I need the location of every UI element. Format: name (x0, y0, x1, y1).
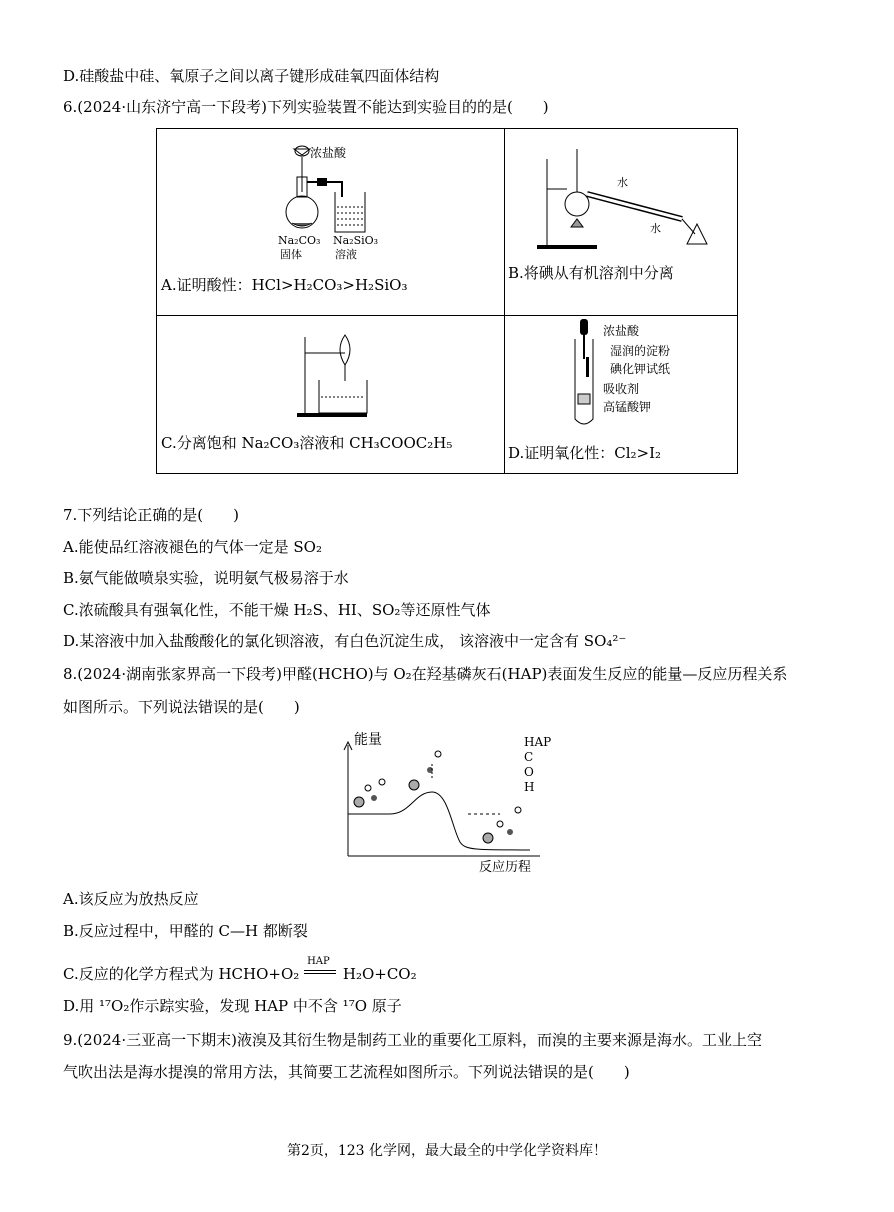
q6-option-c-caption: C.分离饱和 Na₂CO₃溶液和 CH₃COOC₂H₅ (161, 434, 453, 452)
label-d-4: 吸收剂 (603, 382, 640, 396)
q5-option-d: D.硅酸盐中硅、氧原子之间以离子键形成硅氧四面体结构 (63, 67, 440, 85)
legend-hap: HAP (524, 735, 552, 749)
reaction-arrow (304, 956, 338, 984)
q8-option-d: D.用 ¹⁷O₂作示踪实验，发现 HAP 中不含 ¹⁷O 原子 (63, 997, 402, 1015)
legend-o: O (524, 765, 534, 779)
q6-options-table (156, 128, 738, 474)
label-na2sio3: Na₂SiO₃ (333, 234, 379, 247)
label-d-3: 碘化钾试纸 (610, 362, 671, 376)
q6-option-b-caption: B.将碘从有机溶剂中分离 (508, 264, 674, 282)
q9-stem-line2: 气吹出法是海水提溴的常用方法，其简要工艺流程如图所示。下列说法错误的是( ) (63, 1063, 630, 1081)
chart-y-label: 能量 (354, 732, 382, 748)
label-solution: 溶液 (335, 248, 357, 261)
chart-legend (512, 735, 551, 795)
legend-h: H (524, 780, 535, 794)
q6-option-d-caption: D.证明氧化性：Cl₂>I₂ (508, 444, 662, 462)
chart-x-label: 反应历程 (479, 860, 532, 875)
q7-stem: 7.下列结论正确的是( ) (63, 506, 240, 524)
q8-stem-line2: 如图所示。下列说法错误的是( ) (63, 698, 300, 716)
page-footer: 第2页，123 化学网，最大最全的中学化学资料库！ (286, 1143, 608, 1159)
q7-option-b: B.氨气能做喷泉实验，说明氨气极易溶于水 (63, 569, 349, 587)
q9-stem-line1: 9.(2024·三亚高一下期末)液溴及其衍生物是制药工业的重要化工原料，而溴的主要来源是海水。工业上空 (63, 1031, 762, 1049)
reaction-condition: HAP (307, 956, 330, 967)
apparatus-b-image (537, 149, 737, 259)
q8-option-c (63, 956, 417, 984)
q6-stem: 6.(2024·山东济宁高一下段考)下列实验装置不能达到实验目的的是( ) (63, 98, 549, 116)
label-water-in: 水 (617, 176, 628, 189)
q7-option-a: A.能使品红溶液褪色的气体一定是 SO₂ (63, 538, 322, 556)
q7-option-d: D.某溶液中加入盐酸酸化的氯化钡溶液，有白色沉淀生成， 该溶液中一定含有 SO₄²⁻ (63, 632, 627, 650)
label-conc-hcl: 浓盐酸 (310, 146, 347, 160)
q8-option-a: A.该反应为放热反应 (63, 890, 199, 908)
q8-option-b: B.反应过程中，甲醛的 C—H 都断裂 (63, 922, 308, 940)
q8-option-c-suffix: H₂O+CO₂ (342, 965, 417, 983)
q7-option-c: C.浓硫酸具有强氧化性，不能干燥 H₂S、HI、SO₂等还原性气体 (63, 601, 491, 619)
label-d-5: 高锰酸钾 (603, 400, 652, 414)
label-solid: 固体 (280, 248, 302, 261)
q6-option-a-caption: A.证明酸性：HCl>H₂CO₃>H₂SiO₃ (161, 276, 408, 294)
label-water-out: 水 (650, 222, 661, 235)
label-d-1: 浓盐酸 (603, 324, 640, 338)
apparatus-c-image (297, 325, 377, 420)
legend-c: C (524, 750, 534, 764)
label-na2co3: Na₂CO₃ (278, 234, 321, 247)
q8-option-c-prefix: C.反应的化学方程式为 HCHO+O₂ (63, 965, 300, 983)
apparatus-d-image (567, 319, 607, 429)
q8-stem-line1: 8.(2024·湖南张家界高一下段考)甲醛(HCHO)与 O₂在羟基磷灰石(HAP)表面发生反应的能量—反应历程关系 (63, 665, 788, 683)
label-d-2: 湿润的淀粉 (610, 344, 671, 358)
